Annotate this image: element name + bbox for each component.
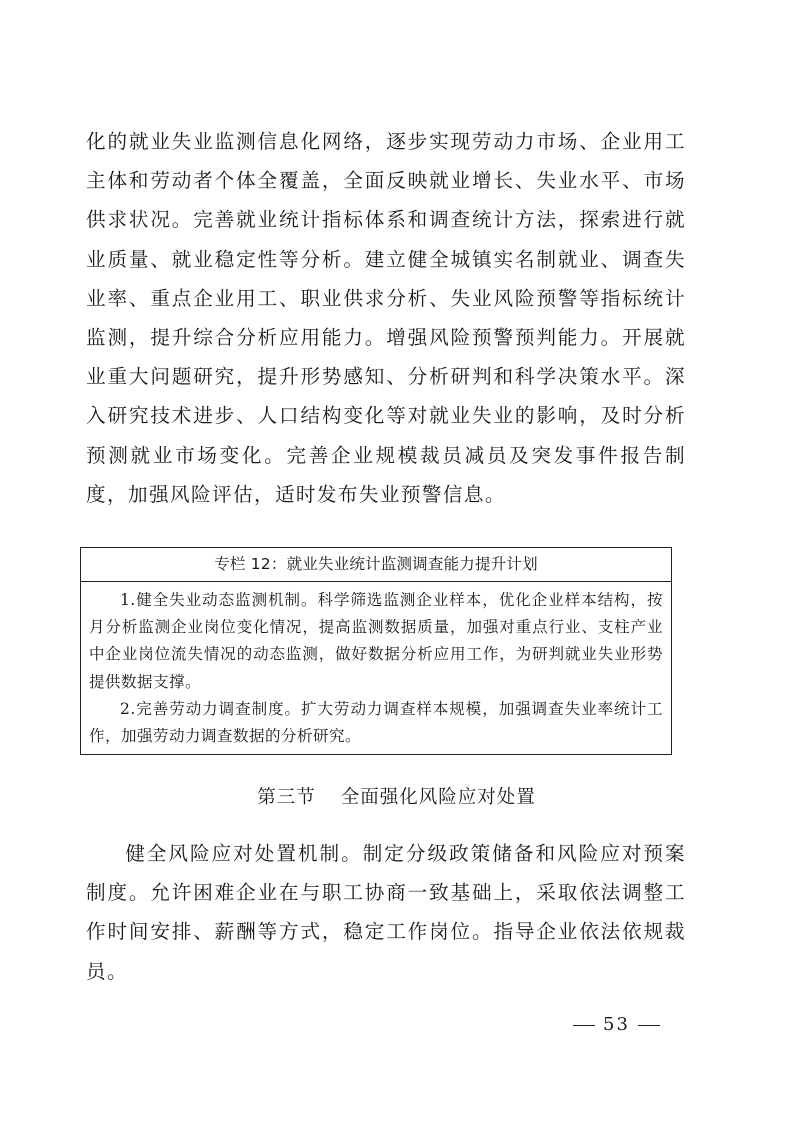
section-paragraph: 健全风险应对处置机制。制定分级政策储备和风险应对预案制度。允许困难企业在与职工协商一致基础上，采取依法调整工作时间安排、薪酬等方式，稳定工作岗位。指导企业依法依规裁员。 <box>86 842 686 983</box>
column-title: 专栏 12：就业失业统计监测调查能力提升计划 <box>81 548 671 582</box>
column-item: 1.健全失业动态监测机制。科学筛选监测企业样本，优化企业样本结构，按月分析监测企业岗位变化情况，提高监测数据质量，加强对重点行业、支柱产业中企业岗位流失情况的动态监测，做好数据分析应用工作，为研判就业失业形势提供数据支撑。 <box>89 591 663 691</box>
dash-left <box>573 1025 595 1026</box>
body-text <box>86 122 686 514</box>
page-number-value: 53 <box>603 1014 630 1035</box>
section-title: 全面强化风险应对处置 <box>340 787 536 808</box>
body-paragraph: 化的就业失业监测信息化网络，逐步实现劳动力市场、企业用工主体和劳动者个体全覆盖，全面反映就业增长、失业水平、市场供求状况。完善就业统计指标体系和调查统计方法，探索进行就业质量、就业稳定性等分析。建立健全城镇实名制就业、调查失业率、重点企业用工、职业供求分析、失业风险预警等指标统计监测，提升综合分析应用能力。增强风险预警预判能力。开展就业重大问题研究，提升形势感知、分析研判和科学决策水平。深入研究技术进步、人口结构变化等对就业失业的影响，及时分析预测就业市场变化。完善企业规模裁员减员及突发事件报告制度，加强风险评估，适时发布失业预警信息。 <box>86 130 686 506</box>
page-number <box>565 1014 668 1035</box>
column-item: 2.完善劳动力调查制度。扩大劳动力调查样本规模，加强调查失业率统计工作，加强劳动力调查数据的分析研究。 <box>89 699 663 746</box>
section-number: 第三节 <box>257 787 316 808</box>
section-text <box>86 834 686 991</box>
column-box <box>80 547 672 755</box>
dash-right <box>638 1025 660 1026</box>
column-body <box>81 582 671 750</box>
section-heading <box>0 783 793 809</box>
